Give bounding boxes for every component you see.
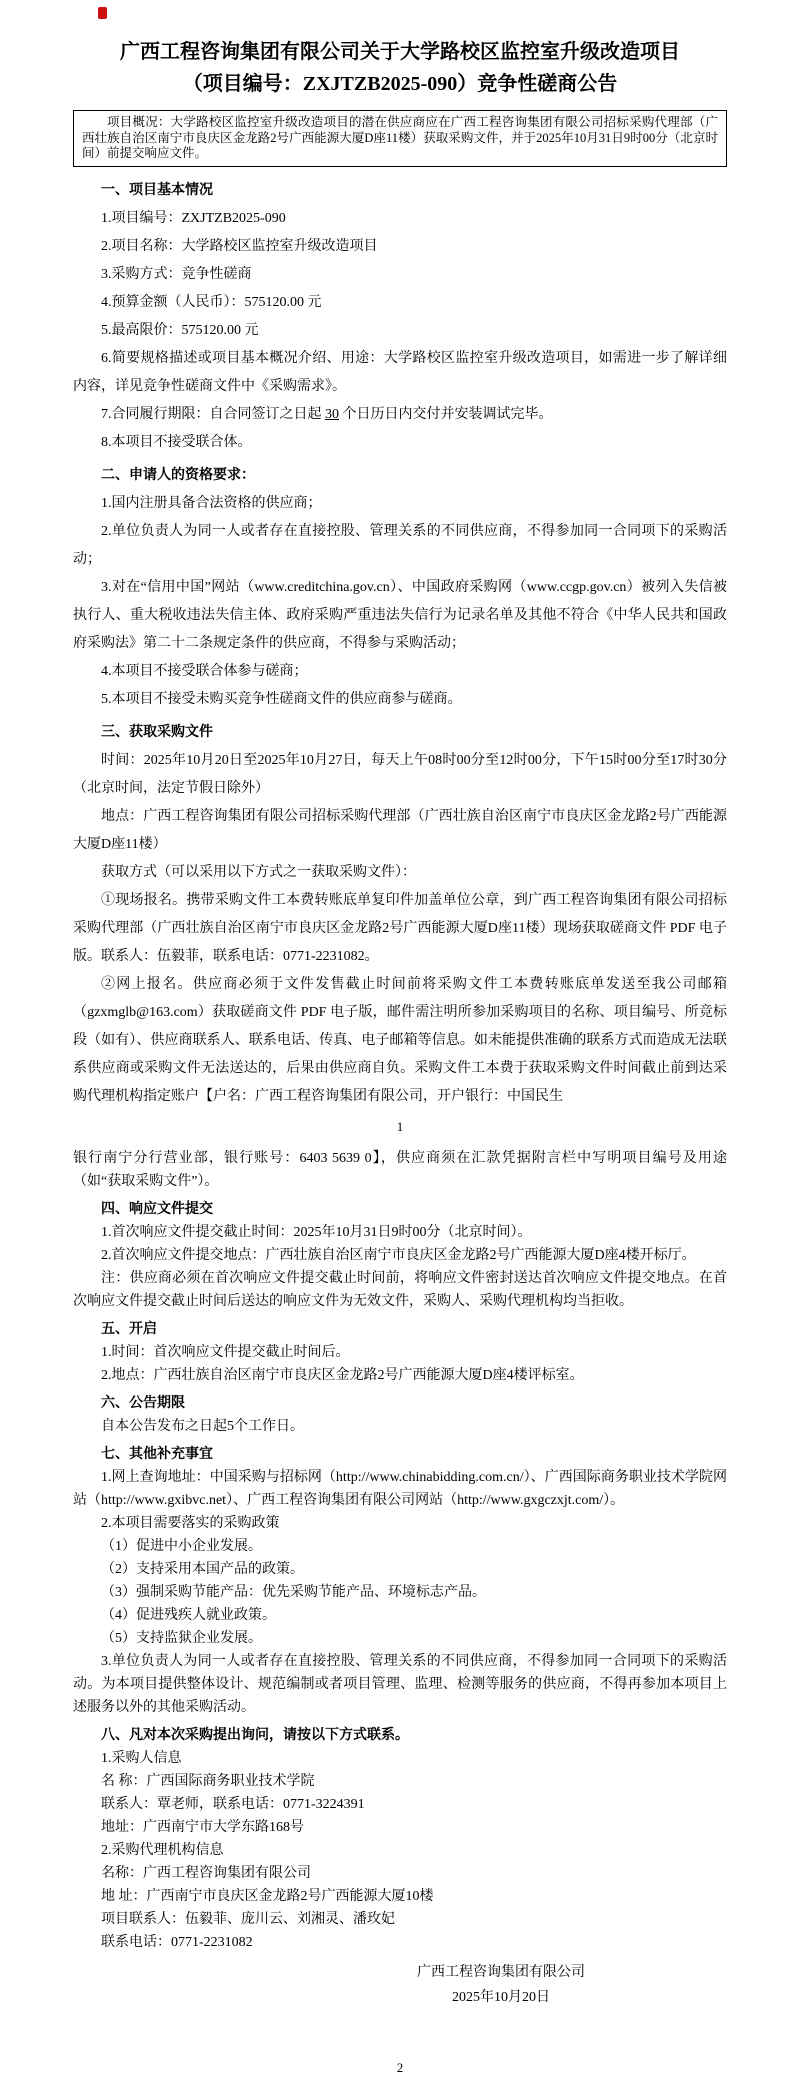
red-annotation-mark-icon [98,7,107,19]
section-heading: 三、获取采购文件 [101,724,213,740]
paragraph: 3.对在“信用中国”网站（www.creditchina.gov.cn）、中国政府采购网（www.ccgp.gov.cn）被列入失信被执行人、重大税收违法失信主体、政府采购严重违法失信行为记录名单及其他不符合《中华人民共和国政府采购法》第二十二条规定条件的供应商，不得参与采购活动； [73,579,727,651]
paragraph: 项目联系人：伍毅菲、庞川云、刘湘灵、潘玫妃 [101,1911,395,1927]
paragraph: 8.本项目不接受联合体。 [101,434,252,450]
paragraph: 5.最高限价：575120.00 元 [101,322,259,338]
paragraph: （2）支持采用本国产品的政策。 [101,1561,304,1577]
paragraph: 银行南宁分行营业部，银行账号：6403 5639 0】，供应商须在汇款凭据附言栏中写明项目编号及用途（如“获取采购文件”）。 [73,1150,727,1189]
text-run: 7.合同履行期限：自合同签订之日起 [101,406,325,422]
paragraph: 1.国内注册具备合法资格的供应商； [101,495,322,511]
paragraph: 3.采购方式：竞争性磋商 [101,266,252,282]
paragraph: 1.时间：首次响应文件提交截止时间后。 [101,1344,350,1360]
title-line-2: （项目编号：ZXJTZB2025-090）竞争性磋商公告 [182,73,618,95]
paragraph: 2.地点：广西壮族自治区南宁市良庆区金龙路2号广西能源大厦D座4楼评标室。 [101,1367,584,1383]
signature-block [417,1960,585,2010]
paragraph: 名 称：广西国际商务职业技术学院 [101,1773,315,1789]
paragraph: 4.本项目不接受联合体参与磋商； [101,663,308,679]
section-heading: 六、公告期限 [101,1395,185,1411]
paragraph: 地点：广西工程咨询集团有限公司招标采购代理部（广西壮族自治区南宁市良庆区金龙路2号广西能源大厦D座11楼） [73,808,727,852]
text-run: 个日历日内交付并安装调试完毕。 [339,406,553,422]
paragraph: 2.单位负责人为同一人或者存在直接控股、管理关系的不同供应商，不得参加同一合同项下的采购活动； [73,523,727,567]
paragraph: 1.项目编号：ZXJTZB2025-090 [101,210,286,226]
paragraph: 1.首次响应文件提交截止时间：2025年10月31日9时00分（北京时间）。 [101,1224,532,1240]
paragraph: 地址：广西南宁市大学东路168号 [101,1819,304,1835]
paragraph: 名称：广西工程咨询集团有限公司 [101,1865,311,1881]
project-overview-box [73,110,727,167]
paragraph: 时间：2025年10月20日至2025年10月27日，每天上午08时00分至12时00分，下午15时00分至17时30分（北京时间，法定节假日除外） [73,752,727,796]
paragraph: 2.采购代理机构信息 [101,1842,224,1858]
document-title [0,0,800,100]
section-heading: 二、申请人的资格要求： [101,467,255,483]
paragraph: 2.本项目需要落实的采购政策 [101,1515,280,1531]
paragraph: ①现场报名。携带采购文件工本费转账底单复印件加盖单位公章，到广西工程咨询集团有限公司招标采购代理部（广西壮族自治区南宁市良庆区金龙路2号广西能源大厦D座11楼）现场获取磋商文件 PDF 电子版。联系人：伍毅菲，联系电话：0771-2231082。 [73,892,727,964]
paragraph: （3）强制采购节能产品：优先采购节能产品、环境标志产品。 [101,1584,486,1600]
page-number-2: 2 [396,2060,404,2075]
paragraph: 获取方式（可以采用以下方式之一获取采购文件）： [101,864,416,880]
paragraph: 4.预算金额（人民币）：575120.00 元 [101,294,322,310]
project-overview-text: 项目概况：大学路校区监控室升级改造项目的潜在供应商应在广西工程咨询集团有限公司招标采购代理部（广西壮族自治区南宁市良庆区金龙路2号广西能源大厦D座11楼）获取采购文件，并于2025年10月31日9时00分（北京时间）前提交响应文件。 [82,115,718,160]
section-heading: 五、开启 [101,1321,157,1337]
paragraph [73,401,727,429]
section-heading: 一、项目基本情况 [101,182,213,198]
title-line-1: 广西工程咨询集团有限公司关于大学路校区监控室升级改造项目 [120,41,680,63]
document-body [73,177,727,1954]
paragraph: 6.简要规格描述或项目基本概况介绍、用途：大学路校区监控室升级改造项目，如需进一步了解详细内容，详见竞争性磋商文件中《采购需求》。 [73,350,727,394]
paragraph: 联系电话：0771-2231082 [101,1934,253,1950]
section-heading: 八、凡对本次采购提出询问，请按以下方式联系。 [101,1727,409,1743]
paragraph: 3.单位负责人为同一人或者存在直接控股、管理关系的不同供应商，不得参加同一合同项下的采购活动。为本项目提供整体设计、规范编制或者项目管理、监理、检测等服务的供应商，不得再参加本项目上述服务以外的其他采购活动。 [73,1653,727,1715]
section-heading: 四、响应文件提交 [101,1201,213,1217]
paragraph: 1.网上查询地址：中国采购与招标网（http://www.chinabidding.com.cn/）、广西国际商务职业技术学院网站（http://www.gxibvc.net）、广西工程咨询集团有限公司网站（http://www.gxgczxjt.com/）。 [73,1469,727,1508]
paragraph: （5）支持监狱企业发展。 [101,1630,262,1646]
signature-company: 广西工程咨询集团有限公司 [417,1964,585,1980]
section-heading: 七、其他补充事宜 [101,1446,213,1462]
signature-date: 2025年10月20日 [452,1989,550,2005]
page-number-1: 1 [396,1118,404,1134]
paragraph: 2.首次响应文件提交地点：广西壮族自治区南宁市良庆区金龙路2号广西能源大厦D座4楼开标厅。 [101,1247,696,1263]
paragraph: 联系人：覃老师，联系电话：0771-3224391 [101,1796,365,1812]
paragraph: 1.采购人信息 [101,1750,182,1766]
paragraph: 5.本项目不接受未购买竞争性磋商文件的供应商参与磋商。 [101,691,462,707]
paragraph: 地 址：广西南宁市良庆区金龙路2号广西能源大厦10楼 [101,1888,434,1904]
paragraph: 自本公告发布之日起5个工作日。 [101,1418,304,1434]
paragraph: ②网上报名。供应商必须于文件发售截止时间前将采购文件工本费转账底单发送至我公司邮箱（gzxmglb@163.com）获取磋商文件 PDF 电子版，邮件需注明所参加采购项目的名称、项目编号、所竞标段（如有）、供应商联系人、联系电话、传真、电子邮箱等信息。如未能提供准确的联系方式而造成无法联系供应商或采购文件无法送达的，后果由供应商自负。采购文件工本费于获取采购文件时间截止前到达采购代理机构指定账户【户名：广西工程咨询集团有限公司，开户银行：中国民生 [73,976,727,1104]
paragraph: （1）促进中小企业发展。 [101,1538,262,1554]
paragraph: （4）促进残疾人就业政策。 [101,1607,276,1623]
underlined-text: 30 [325,406,339,422]
paragraph: 注：供应商必须在首次响应文件提交截止时间前，将响应文件密封送达首次响应文件提交地点。在首次响应文件提交截止时间后送达的响应文件为无效文件，采购人、采购代理机构均当拒收。 [73,1270,727,1309]
paragraph: 2.项目名称：大学路校区监控室升级改造项目 [101,238,378,254]
